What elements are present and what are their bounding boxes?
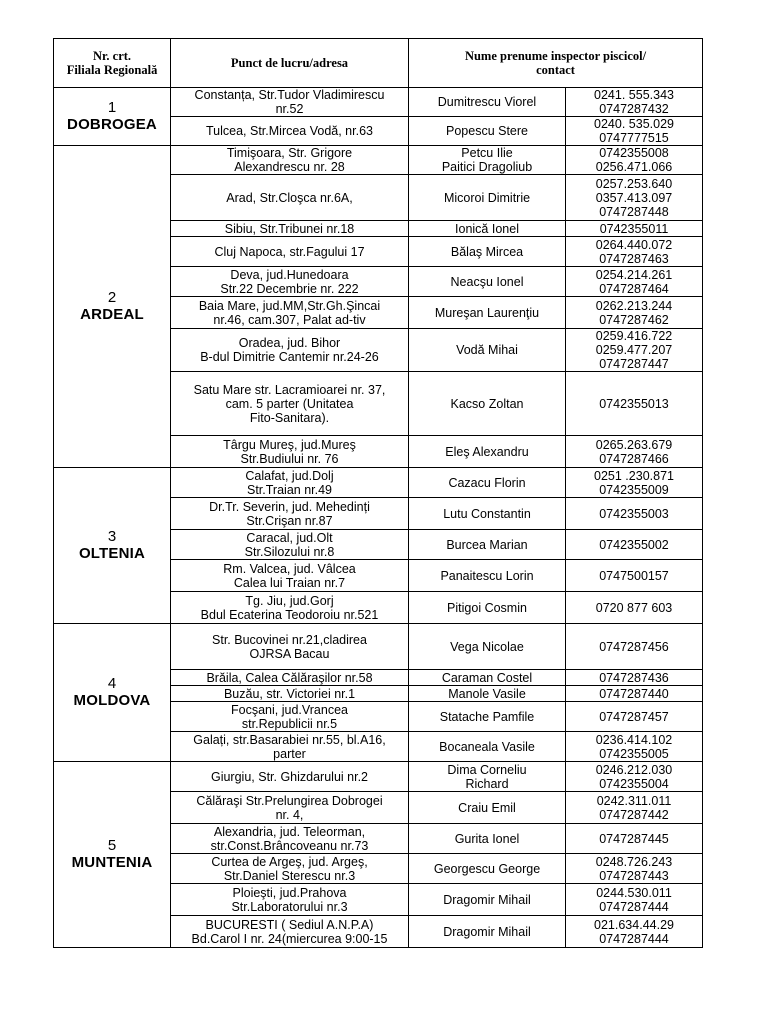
region-number: 1 xyxy=(107,98,117,116)
inspector-name-line: Petcu Ilie xyxy=(461,146,513,160)
contact-cell xyxy=(566,117,703,146)
contact-cell xyxy=(566,372,703,436)
address-line: Deva, jud.Hunedoara xyxy=(230,267,349,282)
inspectors-table xyxy=(53,38,703,948)
address-cell xyxy=(171,237,409,267)
address-line: cam. 5 parter (Unitatea xyxy=(225,396,354,411)
address-line: Calafat, jud.Dolj xyxy=(245,468,334,483)
address-line: Str.Silozului nr.8 xyxy=(244,544,335,559)
inspector-name-line: Craiu Emil xyxy=(458,800,516,815)
inspector-name-line: Dragomir Mihail xyxy=(443,892,531,907)
contact-phone-line: 0254.214.261 xyxy=(595,267,673,282)
address-line: Caracal, jud.Olt xyxy=(246,530,333,545)
region-name: OLTENIA xyxy=(78,544,146,562)
contact-phone-line: 0742355008 xyxy=(599,146,669,160)
table-row xyxy=(54,624,703,670)
contact-phone-line: 0747287463 xyxy=(599,251,669,266)
contact-phone-line: 0747287440 xyxy=(599,686,669,701)
contact-phone-line: 0742355011 xyxy=(599,221,669,236)
table-row xyxy=(54,88,703,117)
address-line: Str.Crişan nr.87 xyxy=(246,513,333,528)
contact-phone-line: 0747287444 xyxy=(599,899,669,914)
contact-cell xyxy=(566,468,703,498)
contact-phone-line: 0747287456 xyxy=(599,639,669,654)
inspector-name-cell xyxy=(409,530,566,560)
address-cell xyxy=(171,762,409,792)
address-cell xyxy=(171,175,409,221)
contact-phone-line: 0259.416.722 xyxy=(595,329,673,343)
address-line: Cluj Napoca, str.Fagului 17 xyxy=(214,244,365,259)
address-line: Str. Bucovinei nr.21,cladirea xyxy=(212,632,367,647)
inspector-name-line: Pitigoi Cosmin xyxy=(447,600,527,615)
inspector-name-line: Mureşan Laurenţiu xyxy=(434,305,540,320)
address-line: Str.Daniel Sterescu nr.3 xyxy=(223,868,356,883)
inspector-name-cell xyxy=(409,372,566,436)
contact-phone-line: 0248.726.243 xyxy=(595,854,673,869)
inspector-name-line: Dumitrescu Viorel xyxy=(437,95,537,109)
inspector-name-cell xyxy=(409,560,566,592)
contact-phone-line: 0257.253.640 xyxy=(595,176,673,191)
address-line: nr. 4, xyxy=(275,807,304,822)
contact-phone-line: 0246.212.030 xyxy=(595,762,673,777)
contact-cell xyxy=(566,329,703,372)
contact-cell xyxy=(566,854,703,884)
inspector-name-cell xyxy=(409,329,566,372)
inspector-name-line: Bocaneala Vasile xyxy=(439,739,535,754)
inspector-name-cell xyxy=(409,498,566,530)
inspector-name-line: Bălaş Mircea xyxy=(450,244,524,259)
address-cell xyxy=(171,670,409,686)
address-cell xyxy=(171,792,409,824)
contact-phone-line: 0747287447 xyxy=(599,357,669,371)
contact-phone-line: 0241. 555.343 xyxy=(594,88,674,102)
contact-phone-line: 0747287448 xyxy=(599,204,669,219)
inspector-name-line: Gurita Ionel xyxy=(454,831,520,846)
region-number: 5 xyxy=(107,836,117,854)
header-nr-crt: Nr. crt. xyxy=(92,49,132,63)
contact-phone-line: 0264.440.072 xyxy=(595,237,673,252)
address-line: Baia Mare, jud.MM,Str.Gh.Şincai xyxy=(198,298,381,313)
inspector-name-cell xyxy=(409,175,566,221)
region-cell xyxy=(54,762,171,948)
address-line: Constanța, Str.Tudor Vladimirescu xyxy=(194,88,385,102)
contact-cell xyxy=(566,762,703,792)
address-line: Str.Traian nr.49 xyxy=(247,482,332,497)
contact-phone-line: 0244.530.011 xyxy=(596,885,672,900)
address-cell xyxy=(171,297,409,329)
address-line: Bd.Carol I nr. 24(miercurea 9:00-15 xyxy=(191,931,388,946)
address-line: Str.22 Decembrie nr. 222 xyxy=(220,281,359,296)
inspector-name-cell xyxy=(409,297,566,329)
address-line: OJRSA Bacau xyxy=(249,646,330,661)
address-line: str.Republicii nr.5 xyxy=(241,716,338,731)
region-cell xyxy=(54,624,171,762)
region-name: MOLDOVA xyxy=(73,691,151,709)
address-cell xyxy=(171,146,409,175)
address-cell xyxy=(171,624,409,670)
contact-cell xyxy=(566,530,703,560)
header-inspector: Nume prenume inspector piscicol/ xyxy=(464,49,647,63)
inspector-name-line: Vega Nicolae xyxy=(450,639,524,654)
inspector-name-cell xyxy=(409,884,566,916)
address-line: Alexandria, jud. Teleorman, xyxy=(213,824,366,839)
inspector-name-cell xyxy=(409,792,566,824)
address-line: Tulcea, Str.Mircea Vodă, nr.63 xyxy=(206,124,373,138)
header-row xyxy=(54,39,703,88)
contact-phone-line: 0747777515 xyxy=(599,131,669,145)
inspector-name-line: Georgescu George xyxy=(433,861,541,876)
header-region xyxy=(54,39,171,88)
inspector-name-line: Kacso Zoltan xyxy=(450,396,524,411)
address-line: Curtea de Argeş, jud. Argeş, xyxy=(211,854,368,869)
address-cell xyxy=(171,436,409,468)
address-line: Timişoara, Str. Grigore xyxy=(226,146,353,160)
contact-phone-line: 0262.213.244 xyxy=(595,298,673,313)
inspector-name-line: Panaitescu Lorin xyxy=(440,568,534,583)
contact-cell xyxy=(566,146,703,175)
address-line: Fito-Sanitara). xyxy=(249,410,330,425)
table-row xyxy=(54,468,703,498)
address-line: Str.Laboratorului nr.3 xyxy=(231,899,348,914)
contact-phone-line: 0747287443 xyxy=(599,868,669,883)
address-line: B-dul Dimitrie Cantemir nr.24-26 xyxy=(200,350,379,364)
address-line: Calea lui Traian nr.7 xyxy=(233,575,346,590)
address-line: Călăraşi Str.Prelungirea Dobrogei xyxy=(196,793,383,808)
contact-phone-line: 0742355003 xyxy=(599,506,669,521)
inspector-name-cell xyxy=(409,221,566,237)
inspector-name-line: Lutu Constantin xyxy=(443,506,531,521)
table-row xyxy=(54,762,703,792)
contact-phone-line: 0265.263.679 xyxy=(595,437,673,452)
inspector-name-cell xyxy=(409,436,566,468)
address-line: Rm. Valcea, jud. Vâlcea xyxy=(223,561,356,576)
inspector-name-cell xyxy=(409,732,566,762)
contact-cell xyxy=(566,560,703,592)
inspector-name-cell xyxy=(409,762,566,792)
inspector-name-cell xyxy=(409,146,566,175)
contact-cell xyxy=(566,297,703,329)
inspector-name-cell xyxy=(409,88,566,117)
header-contact: contact xyxy=(536,63,575,77)
contact-cell xyxy=(566,175,703,221)
address-cell xyxy=(171,221,409,237)
address-line: Buzău, str. Victoriei nr.1 xyxy=(223,686,356,701)
inspector-name-line: Eleş Alexandru xyxy=(445,444,529,459)
contact-phone-line: 0236.414.102 xyxy=(595,732,673,747)
inspector-name-line: Dima Corneliu xyxy=(447,762,527,777)
address-cell xyxy=(171,560,409,592)
header-inspector-contact xyxy=(409,39,703,88)
address-cell xyxy=(171,824,409,854)
contact-phone-line: 0747287464 xyxy=(599,281,669,296)
inspector-name-cell xyxy=(409,670,566,686)
region-name: ARDEAL xyxy=(80,305,144,323)
address-cell xyxy=(171,686,409,702)
address-cell xyxy=(171,267,409,297)
address-line: Satu Mare str. Lacramioarei nr. 37, xyxy=(193,382,386,397)
contact-cell xyxy=(566,436,703,468)
address-line: Str.Budiului nr. 76 xyxy=(240,451,339,466)
inspector-name-line: Popescu Stere xyxy=(446,124,528,138)
contact-phone-line: 0720 877 603 xyxy=(595,600,673,615)
contact-phone-line: 0240. 535.029 xyxy=(594,117,674,131)
contact-phone-line: 021.634.44.29 xyxy=(594,917,674,932)
inspector-name-line: Caraman Costel xyxy=(441,670,533,685)
contact-phone-line: 0742355009 xyxy=(599,482,669,497)
header-address: Punct de lucru/adresa xyxy=(171,39,409,88)
address-line: Bdul Ecaterina Teodoroiu nr.521 xyxy=(200,607,379,622)
address-line: Brăila, Calea Călăraşilor nr.58 xyxy=(206,670,373,685)
inspector-name-line: Dragomir Mihail xyxy=(443,924,531,939)
region-name: MUNTENIA xyxy=(71,853,153,871)
inspector-name-line: Manole Vasile xyxy=(448,686,526,701)
inspector-name-cell xyxy=(409,592,566,624)
contact-phone-line: 0747500157 xyxy=(599,568,669,583)
address-cell xyxy=(171,732,409,762)
region-name: DOBROGEA xyxy=(67,115,157,133)
inspector-name-line: Ionică Ionel xyxy=(455,221,519,236)
address-line: Sibiu, Str.Tribunei nr.18 xyxy=(224,221,355,236)
contact-cell xyxy=(566,498,703,530)
contact-phone-line: 0259.477.207 xyxy=(595,343,673,357)
address-line: BUCURESTI ( Sediul A.N.P.A) xyxy=(205,917,374,932)
contact-cell xyxy=(566,916,703,948)
address-cell xyxy=(171,117,409,146)
contact-cell xyxy=(566,592,703,624)
contact-cell xyxy=(566,237,703,267)
inspector-name-cell xyxy=(409,686,566,702)
address-line: Târgu Mureş, jud.Mureş xyxy=(223,437,356,452)
contact-phone-line: 0251 .230.871 xyxy=(594,468,674,483)
inspector-name-cell xyxy=(409,824,566,854)
address-line: Oradea, jud. Bihor xyxy=(238,336,341,350)
contact-phone-line: 0742355005 xyxy=(599,746,669,761)
region-number: 4 xyxy=(107,674,117,692)
inspector-name-line: Neacşu Ionel xyxy=(450,274,524,289)
contact-phone-line: 0747287442 xyxy=(599,807,669,822)
contact-phone-line: 0242.311.011 xyxy=(596,793,672,808)
contact-phone-line: 0747287436 xyxy=(599,670,669,685)
address-cell xyxy=(171,498,409,530)
contact-phone-line: 0357.413.097 xyxy=(595,190,673,205)
address-line: str.Const.Brâncoveanu nr.73 xyxy=(210,838,369,853)
address-line: Giurgiu, Str. Ghizdarului nr.2 xyxy=(210,769,369,784)
address-line: Arad, Str.Cloşca nr.6A, xyxy=(226,190,353,205)
contact-phone-line: 0747287445 xyxy=(599,831,669,846)
inspector-name-line: Richard xyxy=(465,776,509,791)
contact-cell xyxy=(566,221,703,237)
inspector-name-cell xyxy=(409,237,566,267)
inspector-name-cell xyxy=(409,916,566,948)
contact-cell xyxy=(566,702,703,732)
address-line: Dr.Tr. Severin, jud. Mehedinți xyxy=(209,499,370,514)
inspector-name-line: Vodă Mihai xyxy=(456,343,518,357)
inspector-name-cell xyxy=(409,468,566,498)
inspector-name-line: Burcea Marian xyxy=(446,537,528,552)
contact-cell xyxy=(566,267,703,297)
contact-cell xyxy=(566,88,703,117)
region-cell xyxy=(54,468,171,624)
address-line: Tg. Jiu, jud.Gorj xyxy=(245,593,334,608)
inspector-name-cell xyxy=(409,854,566,884)
address-line: Focşani, jud.Vrancea xyxy=(231,702,348,717)
address-cell xyxy=(171,592,409,624)
inspector-name-line: Paitici Dragoliub xyxy=(441,160,533,174)
table-row xyxy=(54,146,703,175)
contact-cell xyxy=(566,624,703,670)
inspector-name-line: Statache Pamfile xyxy=(439,709,535,724)
contact-phone-line: 0747287444 xyxy=(599,931,669,946)
address-cell xyxy=(171,329,409,372)
region-number: 3 xyxy=(107,527,117,545)
address-line: Alexandrescu nr. 28 xyxy=(234,160,345,174)
address-cell xyxy=(171,702,409,732)
inspector-name-line: Micoroi Dimitrie xyxy=(443,190,531,205)
address-line: nr.46, cam.307, Palat ad-tiv xyxy=(213,312,366,327)
address-line: parter xyxy=(273,746,306,761)
contact-phone-line: 0742355013 xyxy=(599,396,669,411)
contact-phone-line: 0747287432 xyxy=(599,102,669,116)
contact-phone-line: 0747287457 xyxy=(599,709,669,724)
region-number: 2 xyxy=(107,288,117,306)
address-cell xyxy=(171,884,409,916)
region-cell xyxy=(54,146,171,468)
address-cell xyxy=(171,468,409,498)
address-line: Galați, str.Basarabiei nr.55, bl.A16, xyxy=(193,732,386,747)
address-line: Ploieşti, jud.Prahova xyxy=(232,885,347,900)
contact-phone-line: 0742355004 xyxy=(599,776,669,791)
address-cell xyxy=(171,372,409,436)
inspector-name-cell xyxy=(409,624,566,670)
address-cell xyxy=(171,88,409,117)
contact-phone-line: 0256.471.066 xyxy=(595,160,673,174)
contact-cell xyxy=(566,884,703,916)
contact-cell xyxy=(566,732,703,762)
table-body xyxy=(54,88,703,948)
inspector-name-cell xyxy=(409,267,566,297)
contact-phone-line: 0747287462 xyxy=(599,312,669,327)
address-cell xyxy=(171,916,409,948)
contact-cell xyxy=(566,792,703,824)
inspector-name-cell xyxy=(409,117,566,146)
address-cell xyxy=(171,530,409,560)
inspector-name-line: Cazacu Florin xyxy=(448,475,526,490)
contact-cell xyxy=(566,670,703,686)
contact-cell xyxy=(566,686,703,702)
contact-phone-line: 0747287466 xyxy=(599,451,669,466)
inspector-name-cell xyxy=(409,702,566,732)
contact-cell xyxy=(566,824,703,854)
header-filiala: Filiala Regională xyxy=(66,63,158,77)
address-line: nr.52 xyxy=(275,102,304,116)
contact-phone-line: 0742355002 xyxy=(599,537,669,552)
region-cell xyxy=(54,88,171,146)
address-cell xyxy=(171,854,409,884)
